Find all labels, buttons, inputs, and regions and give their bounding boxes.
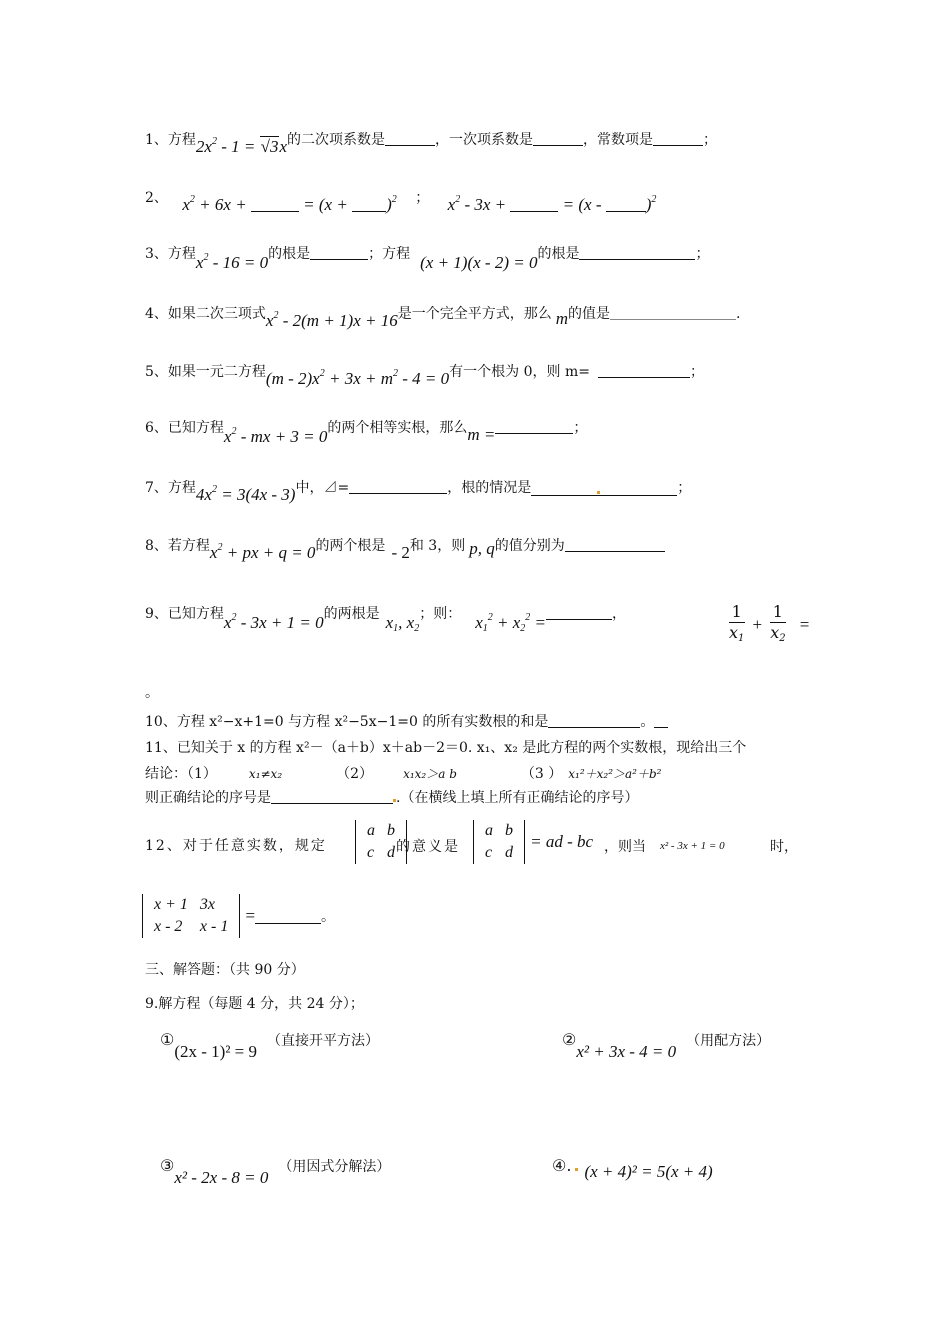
question-12: 12、对于任意实数，规定	[145, 838, 327, 854]
question-7: 7、方程$4x^2 = 3(4x - 3)$中，⊿= ，根的情况是 ；	[145, 480, 692, 504]
answer-blank[interactable]	[310, 244, 368, 260]
q12-condition: x² - 3x + 1 = 0	[660, 840, 725, 852]
q3-equation-2: (x + 1)(x - 2) = 0	[420, 253, 538, 272]
question-10: 10、方程 x²−x+1=0 与方程 x²−5x−1=0 的所有实数根的和是 。	[145, 712, 668, 732]
question-11: 11、已知关于 x 的方程 x²－（a＋b）x＋ab－2＝0. x₁、x₂ 是此方程的两个实数根，现给出三个	[145, 740, 747, 756]
answer-blank[interactable]	[349, 478, 447, 494]
question-11-conclusions: 结论：（1） x₁≠x₂ （2） x₁x₂＞a b （3 ） x₁²＋x₂²＞a²＋b²	[145, 766, 662, 782]
answer-blank[interactable]	[495, 418, 573, 434]
q9-period: 。	[145, 685, 159, 701]
question-5: 5、如果一元二方程$(m - 2)x^2 + 3x + m^2 - 4 = 0$有一个根为 0，则 m= ；	[145, 364, 704, 388]
answer-blank[interactable]	[598, 362, 690, 378]
problem-3: ③x² - 2x - 8 = 0（用因式分解法）	[160, 1156, 391, 1187]
answer-blank[interactable]	[565, 536, 665, 552]
q2-equation-2: $x^2 - 3x$ + = (x - )$^2$	[447, 194, 657, 214]
question-1: 1、方程$2x^2 - 1 = √3x$的二次项系数是 ，一次项系数是 ，常数项是 ；	[145, 132, 717, 156]
question-4: 4、如果二次三项式$x^2 - 2(m + 1)x + 16$是一个完全平方式，那么 m的值是 .	[145, 306, 741, 330]
section-title: 三、解答题：（共 90 分）	[145, 962, 305, 978]
q9-reciprocal-sum: $\frac{1}{x_1}$ + $\frac{1}{x_2}$ =	[729, 602, 810, 644]
answer-blank[interactable]	[385, 130, 435, 146]
answer-blank[interactable]	[579, 244, 695, 260]
question-6: 6、已知方程$x^2$ - mx + 3 = 0的两个相等实根，那么m = ；	[145, 420, 588, 446]
question-11-answer: 则正确结论的序号是 .（在横线上填上所有正确结论的序号）	[145, 790, 639, 806]
answer-blank[interactable]	[653, 130, 703, 146]
q1-number: 1、方程	[145, 132, 196, 148]
q9-sum-of-squares: $x_1^2 + x_2^2$ =	[475, 612, 547, 634]
determinant-meaning: a b c d = ad - bc	[473, 820, 593, 864]
answer-blank[interactable]	[533, 130, 583, 146]
q3-equation-1: $x^2 - 16 = 0$	[195, 252, 269, 272]
section-subtitle: 9.解方程（每题 4 分，共 24 分）；	[145, 996, 364, 1012]
problem-1: ①(2x - 1)² = 9（直接开平方法）	[160, 1030, 380, 1061]
q6-equation: $x^2$ - mx + 3 = 0	[223, 426, 328, 446]
q9-equation: $x^2 - 3x + 1 = 0$	[223, 612, 324, 632]
answer-blank[interactable]	[610, 304, 736, 320]
determinant-definition: a b c d	[355, 820, 407, 864]
answer-blank[interactable]	[271, 788, 393, 804]
worksheet-page: 1、方程$2x^2 - 1 = √3x$的二次项系数是 ，一次项系数是 ，常数项是 ； 2、 $x^2 + 6x$ + = $(x + )^2$ ； $x^2 - 3x$ + = (x - )$^2$ 3、方程$x^2 - 16 = 0$的根是 ；方程 (x + 1)(x - 2) = 0的根是 ； 4、如果二次三项式$x^2 - 2(m + 1)x + 16$是一个完全平方式，那么 m的值是 . 5、如果一元二方程$(m - 2)x^2 + 3x + m^2 - 4 = 0$有一个根为 0，则 m= ； 6、已知方程$x^2$ - mx + 3 = 0的两个相等实根，那么m = ； 7、方程$4x^2 = 3(4x - 3)$中，⊿= ，根的情况是 ； 8、若方程$x^2$ + px + q = 0的两个根是 - 2和 3，则 p, q的值分别为 9、已知方程$x^2 - 3x + 1 = 0$的两根是 $x_1$, $x_2$；则： $x_1^2 + x_2^2$ = ， $\frac{1}{x_1}$ + $\frac{1}{x_2}$ = 。 10、方程 x²−x+1=0 与方程 x²−5x−1=0 的所有实数根的和是 。 11、已知关于 x 的方程 x²－（a＋b）x＋ab－2＝0. x₁、x₂ 是此方程的两个实数根，现给出三个 结论：（1） x₁≠x₂ （2） x₁x₂＞a b （3 ） x₁²＋x₂²＞a²＋b² 则正确结论的序号是 .（在横线上填上所有正确结论的序号） 12、对于任意实数，规定 a b c d 的意义是 a b c d = ad - bc ，则当 x² - 3x + 1 = 0 时， x + 1 3x x - 2 x - 1 = 。 三、解答题：（共 90 分） 9.解方程（每题 4 分，共 24 分）； ①(2x - 1)² = 9（直接开平方法） ②x² + 3x - 4 = 0（用配方法） ③x² - 2x - 8 = 0（用因式分解法） ④. (x + 4)² = 5(x + 4)	[0, 0, 950, 1344]
answer-blank[interactable]	[546, 604, 612, 620]
q4-expression: $x^2 - 2(m + 1)x + 16$	[265, 310, 398, 330]
answer-blank[interactable]	[510, 196, 558, 212]
answer-blank[interactable]	[548, 712, 640, 728]
question-3: 3、方程$x^2 - 16 = 0$的根是 ；方程 (x + 1)(x - 2) = 0的根是 ；	[145, 246, 710, 272]
q1-equation: $2x^2 - 1 = √3x$	[195, 136, 287, 156]
question-9: 9、已知方程$x^2 - 3x + 1 = 0$的两根是 $x_1$, $x_2$；则： $x_1^2 + x_2^2$ = ，	[145, 604, 626, 639]
question-8: 8、若方程$x^2$ + px + q = 0的两个根是 - 2和 3，则 p, q的值分别为	[145, 536, 665, 563]
answer-blank[interactable]	[531, 480, 677, 496]
answer-blank[interactable]	[606, 196, 646, 212]
problem-2: ②x² + 3x - 4 = 0（用配方法）	[562, 1030, 771, 1061]
answer-blank[interactable]	[251, 196, 299, 212]
q7-equation: $4x^2 = 3(4x - 3)$	[195, 484, 296, 504]
q8-equation: $x^2$ + px + q = 0	[209, 542, 316, 562]
answer-blank[interactable]	[255, 908, 321, 924]
q2-equation-1: $x^2 + 6x$ + = $(x + )^2$	[182, 194, 397, 214]
q12-determinant-expression: x + 1 3x x - 2 x - 1 = 。	[142, 894, 335, 938]
q9-roots: $x_1$, $x_2$	[385, 613, 420, 634]
answer-blank[interactable]	[352, 196, 386, 212]
problem-4: ④. (x + 4)² = 5(x + 4)	[552, 1156, 713, 1181]
q5-equation: $(m - 2)x^2 + 3x + m^2 - 4 = 0$	[265, 368, 450, 388]
question-2: 2、 $x^2 + 6x$ + = $(x + )^2$ ； $x^2 - 3x$ + = (x - )$^2$	[145, 190, 657, 214]
